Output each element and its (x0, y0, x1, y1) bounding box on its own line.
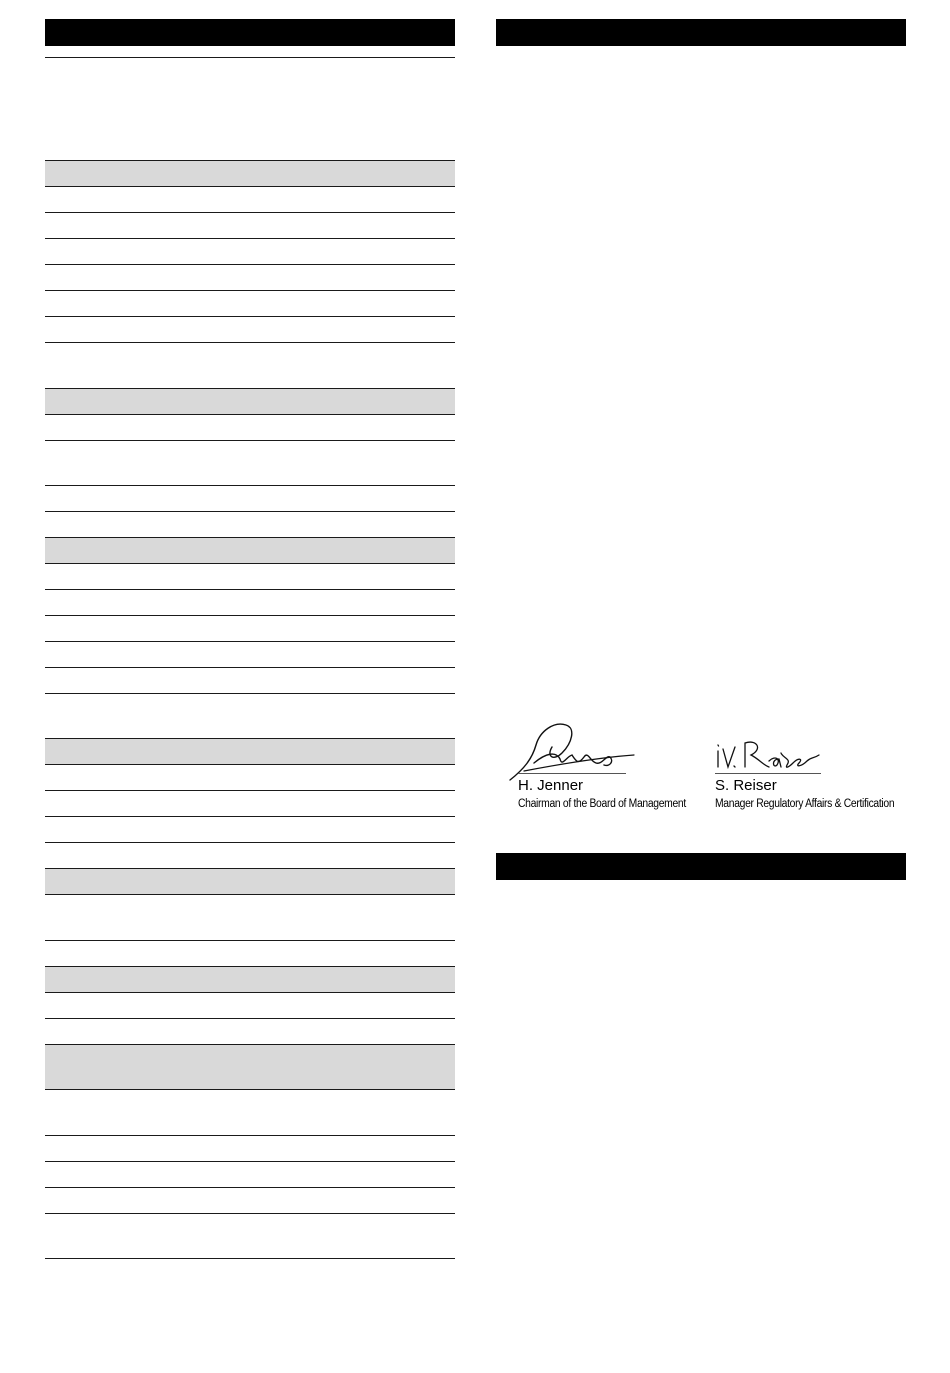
table-divider (45, 264, 455, 265)
handwritten-signature-reiser (715, 737, 825, 773)
table-divider (45, 440, 455, 441)
signatory-name: H. Jenner (518, 777, 584, 794)
section-header-band (45, 967, 455, 992)
table-divider (45, 1161, 455, 1162)
table-divider (45, 1135, 455, 1136)
signatory-title: Manager Regulatory Affairs & Certification (715, 798, 895, 810)
signatory-title: Chairman of the Board of Management (518, 798, 686, 810)
section-header-band (45, 869, 455, 894)
table-divider (45, 842, 455, 843)
table-divider (45, 992, 455, 993)
table-divider (45, 816, 455, 817)
table-divider (45, 414, 455, 415)
table-divider (45, 589, 455, 590)
table-divider (45, 940, 455, 941)
table-divider (45, 57, 455, 58)
table-divider (45, 764, 455, 765)
table-divider (45, 1258, 455, 1259)
table-divider (45, 615, 455, 616)
table-divider (45, 485, 455, 486)
table-divider (45, 537, 455, 538)
table-divider (45, 1213, 455, 1214)
right-header-bar (496, 19, 906, 46)
table-divider (45, 738, 455, 739)
table-divider (45, 388, 455, 389)
table-divider (45, 1089, 455, 1090)
table-divider (45, 160, 455, 161)
table-divider (45, 342, 455, 343)
section-header-band (45, 161, 455, 186)
table-divider (45, 894, 455, 895)
table-divider (45, 316, 455, 317)
table-divider (45, 186, 455, 187)
table-divider (45, 667, 455, 668)
table-divider (45, 238, 455, 239)
table-divider (45, 212, 455, 213)
left-header-bar (45, 19, 455, 46)
table-divider (45, 641, 455, 642)
table-divider (45, 563, 455, 564)
table-divider (45, 693, 455, 694)
signatory-name: S. Reiser (715, 777, 777, 794)
section-header-band (45, 1045, 455, 1089)
table-divider (45, 1187, 455, 1188)
section-header-band (45, 389, 455, 414)
table-divider (45, 790, 455, 791)
table-divider (45, 511, 455, 512)
signature-line (518, 773, 626, 774)
table-divider (45, 966, 455, 967)
table-divider (45, 868, 455, 869)
section-header-band (45, 538, 455, 563)
table-divider (45, 1018, 455, 1019)
table-divider (45, 1044, 455, 1045)
table-divider (45, 290, 455, 291)
signature-line (715, 773, 821, 774)
right-header-bar-lower (496, 853, 906, 880)
section-header-band (45, 739, 455, 764)
